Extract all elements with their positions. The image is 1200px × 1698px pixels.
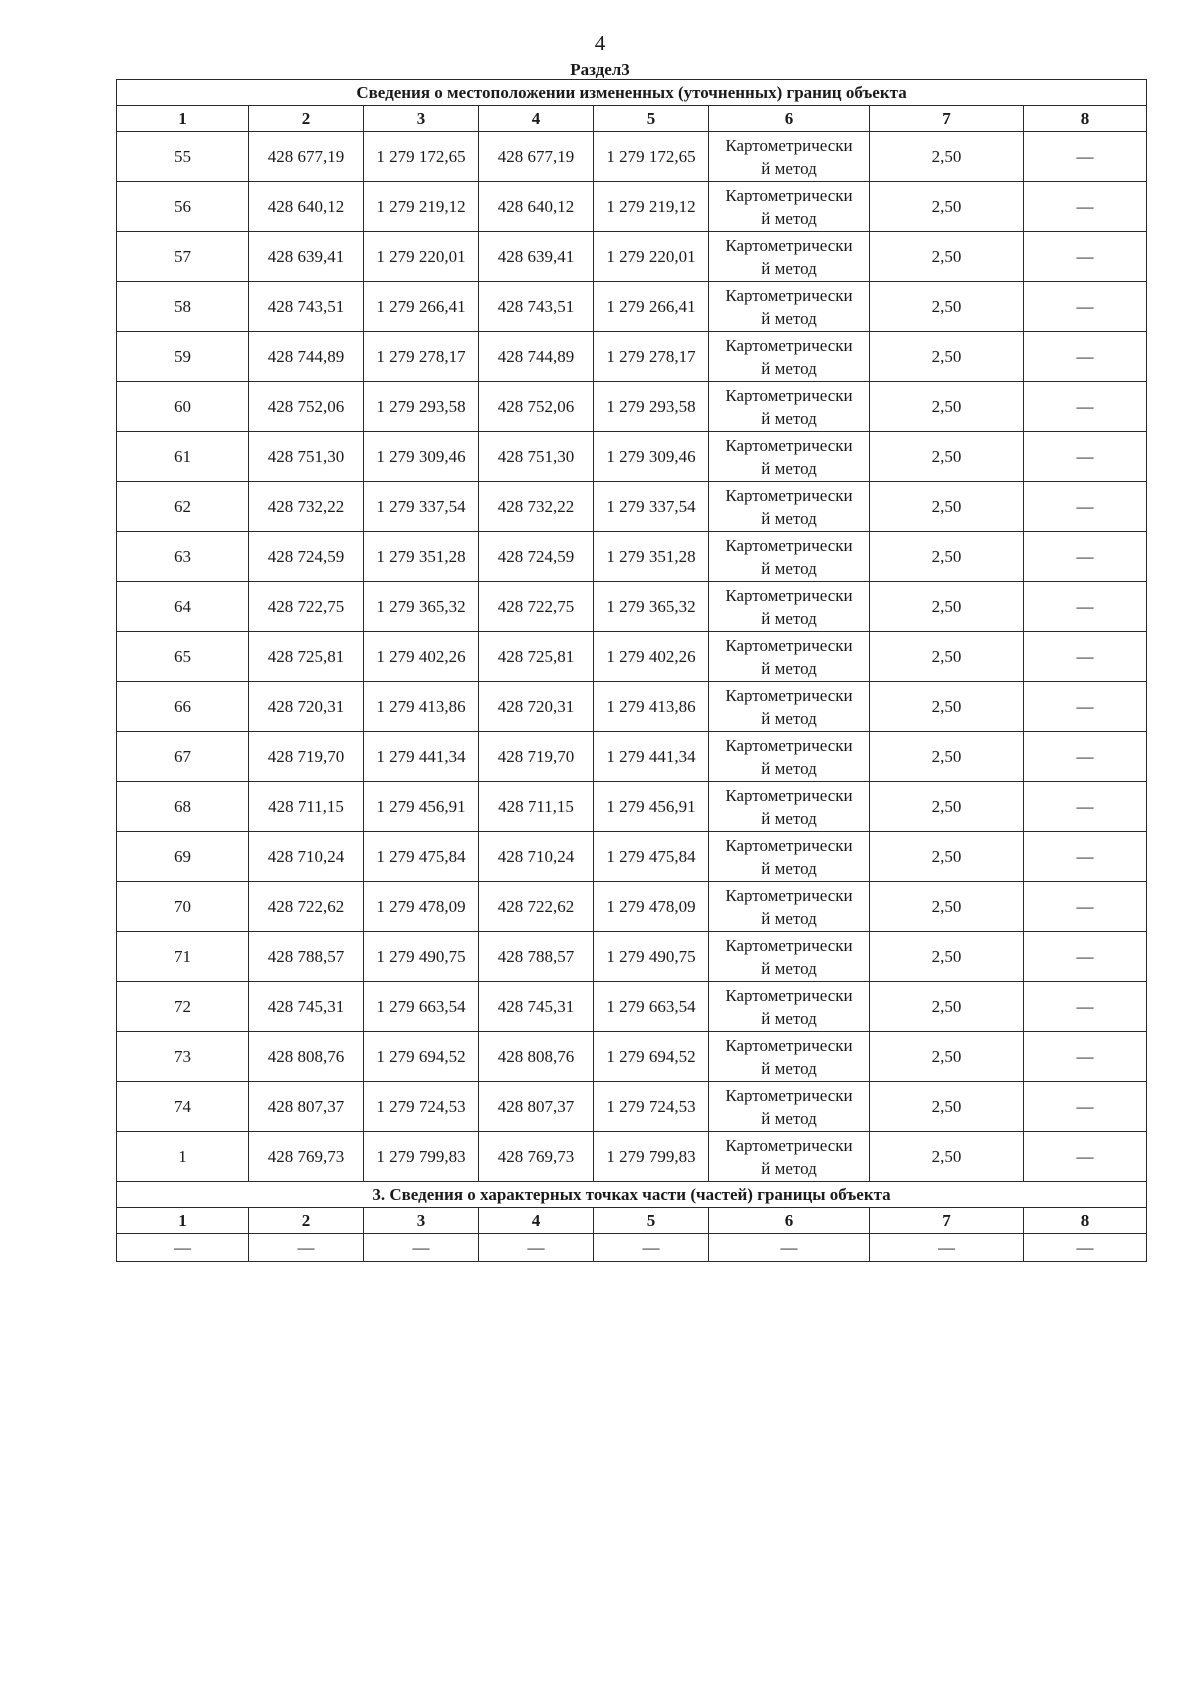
- accuracy-cell: 2,50: [870, 132, 1024, 182]
- method-text-line1: Картометрически: [725, 935, 853, 955]
- method-text-line1: Картометрически: [725, 635, 853, 655]
- point-number-cell: 60: [117, 382, 249, 432]
- column-number: 6: [709, 106, 870, 132]
- table-row: [117, 1032, 1147, 1082]
- note-cell: —: [1024, 832, 1147, 882]
- table-row: [117, 582, 1147, 632]
- note-cell: —: [1024, 1132, 1147, 1182]
- method-cell: [709, 1132, 870, 1182]
- old-y-cell: 1 279 663,54: [364, 982, 479, 1032]
- old-x-cell: 428 719,70: [249, 732, 364, 782]
- point-number-cell: 59: [117, 332, 249, 382]
- old-y-cell: 1 279 694,52: [364, 1032, 479, 1082]
- old-y-cell: 1 279 799,83: [364, 1132, 479, 1182]
- new-x-cell: 428 743,51: [479, 282, 594, 332]
- old-x-cell: 428 639,41: [249, 232, 364, 282]
- new-x-cell: 428 744,89: [479, 332, 594, 382]
- point-number-cell: 63: [117, 532, 249, 582]
- method-text-line2: й метод: [761, 258, 817, 278]
- old-x-cell: 428 720,31: [249, 682, 364, 732]
- old-x-cell: 428 722,62: [249, 882, 364, 932]
- page-number: 4: [594, 31, 606, 55]
- new-x-cell: 428 640,12: [479, 182, 594, 232]
- table-row: [117, 482, 1147, 532]
- method-text-line2: й метод: [761, 608, 817, 628]
- old-x-cell: 428 711,15: [249, 782, 364, 832]
- new-x-cell: 428 711,15: [479, 782, 594, 832]
- new-y-cell: 1 279 351,28: [594, 532, 709, 582]
- method-text-line2: й метод: [761, 658, 817, 678]
- method-text-line2: й метод: [761, 758, 817, 778]
- point-number-cell: 70: [117, 882, 249, 932]
- accuracy-cell: 2,50: [870, 982, 1024, 1032]
- empty-cell: —: [709, 1234, 870, 1262]
- note-cell: —: [1024, 482, 1147, 532]
- accuracy-cell: 2,50: [870, 882, 1024, 932]
- method-text-line1: Картометрически: [725, 435, 853, 455]
- point-number-cell: 73: [117, 1032, 249, 1082]
- method-cell: [709, 532, 870, 582]
- new-y-cell: 1 279 278,17: [594, 332, 709, 382]
- new-x-cell: 428 719,70: [479, 732, 594, 782]
- new-x-cell: 428 751,30: [479, 432, 594, 482]
- method-text-line1: Картометрически: [725, 1135, 853, 1155]
- table-row: [117, 832, 1147, 882]
- column-number: 5: [594, 106, 709, 132]
- old-x-cell: 428 769,73: [249, 1132, 364, 1182]
- new-x-cell: 428 788,57: [479, 932, 594, 982]
- old-x-cell: 428 788,57: [249, 932, 364, 982]
- new-y-cell: 1 279 456,91: [594, 782, 709, 832]
- empty-cell: —: [594, 1234, 709, 1262]
- new-y-cell: 1 279 309,46: [594, 432, 709, 482]
- old-x-cell: 428 808,76: [249, 1032, 364, 1082]
- old-y-cell: 1 279 278,17: [364, 332, 479, 382]
- method-text-line2: й метод: [761, 708, 817, 728]
- method-cell: [709, 1032, 870, 1082]
- column-number: 8: [1024, 106, 1147, 132]
- new-y-cell: 1 279 337,54: [594, 482, 709, 532]
- method-cell: [709, 132, 870, 182]
- old-x-cell: 428 751,30: [249, 432, 364, 482]
- accuracy-cell: 2,50: [870, 632, 1024, 682]
- method-text-line1: Картометрически: [725, 535, 853, 555]
- new-x-cell: 428 677,19: [479, 132, 594, 182]
- method-text-line1: Картометрически: [725, 1085, 853, 1105]
- method-text-line2: й метод: [761, 308, 817, 328]
- table-row: [117, 382, 1147, 432]
- method-cell: [709, 882, 870, 932]
- new-x-cell: 428 732,22: [479, 482, 594, 532]
- table-row: [117, 232, 1147, 282]
- method-cell: [709, 982, 870, 1032]
- note-cell: —: [1024, 432, 1147, 482]
- old-y-cell: 1 279 337,54: [364, 482, 479, 532]
- table-row: [117, 982, 1147, 1032]
- old-x-cell: 428 807,37: [249, 1082, 364, 1132]
- old-y-cell: 1 279 402,26: [364, 632, 479, 682]
- method-text-line1: Картометрически: [725, 735, 853, 755]
- method-text-line2: й метод: [761, 1158, 817, 1178]
- note-cell: —: [1024, 1082, 1147, 1132]
- new-x-cell: 428 722,62: [479, 882, 594, 932]
- method-text-line1: Картометрически: [725, 885, 853, 905]
- section-3-title: 3. Сведения о характерных точках части (частей) границы объекта: [117, 1182, 1147, 1208]
- new-x-cell: 428 639,41: [479, 232, 594, 282]
- accuracy-cell: 2,50: [870, 932, 1024, 982]
- column-number-row: [117, 1208, 1147, 1234]
- point-number-cell: 55: [117, 132, 249, 182]
- accuracy-cell: 2,50: [870, 1082, 1024, 1132]
- column-number: 3: [364, 1208, 479, 1234]
- method-cell: [709, 282, 870, 332]
- accuracy-cell: 2,50: [870, 432, 1024, 482]
- method-cell: [709, 482, 870, 532]
- old-y-cell: 1 279 172,65: [364, 132, 479, 182]
- new-x-cell: 428 745,31: [479, 982, 594, 1032]
- accuracy-cell: 2,50: [870, 182, 1024, 232]
- table-row: [117, 132, 1147, 182]
- new-y-cell: 1 279 266,41: [594, 282, 709, 332]
- new-x-cell: 428 808,76: [479, 1032, 594, 1082]
- new-x-cell: 428 720,31: [479, 682, 594, 732]
- empty-cell: —: [364, 1234, 479, 1262]
- accuracy-cell: 2,50: [870, 532, 1024, 582]
- table-row: [117, 532, 1147, 582]
- new-x-cell: 428 769,73: [479, 1132, 594, 1182]
- old-y-cell: 1 279 490,75: [364, 932, 479, 982]
- coordinates-table: [116, 79, 1147, 1262]
- method-text-line2: й метод: [761, 908, 817, 928]
- point-number-cell: 61: [117, 432, 249, 482]
- method-text-line1: Картометрически: [725, 985, 853, 1005]
- table-row: [117, 432, 1147, 482]
- method-cell: [709, 382, 870, 432]
- method-text-line1: Картометрически: [725, 485, 853, 505]
- method-cell: [709, 832, 870, 882]
- table-row: [117, 632, 1147, 682]
- point-number-cell: 74: [117, 1082, 249, 1132]
- method-cell: [709, 732, 870, 782]
- old-y-cell: 1 279 220,01: [364, 232, 479, 282]
- note-cell: —: [1024, 732, 1147, 782]
- method-text-line2: й метод: [761, 958, 817, 978]
- note-cell: —: [1024, 382, 1147, 432]
- new-y-cell: 1 279 293,58: [594, 382, 709, 432]
- point-number-cell: 62: [117, 482, 249, 532]
- table-row: [117, 282, 1147, 332]
- accuracy-cell: 2,50: [870, 1032, 1024, 1082]
- old-y-cell: 1 279 413,86: [364, 682, 479, 732]
- method-text-line2: й метод: [761, 858, 817, 878]
- method-text-line2: й метод: [761, 408, 817, 428]
- new-x-cell: 428 724,59: [479, 532, 594, 582]
- note-cell: —: [1024, 132, 1147, 182]
- note-cell: —: [1024, 932, 1147, 982]
- point-number-cell: 72: [117, 982, 249, 1032]
- new-y-cell: 1 279 219,12: [594, 182, 709, 232]
- method-cell: [709, 332, 870, 382]
- note-cell: —: [1024, 682, 1147, 732]
- old-x-cell: 428 725,81: [249, 632, 364, 682]
- old-y-cell: 1 279 351,28: [364, 532, 479, 582]
- column-number: 1: [117, 1208, 249, 1234]
- accuracy-cell: 2,50: [870, 732, 1024, 782]
- new-x-cell: 428 725,81: [479, 632, 594, 682]
- accuracy-cell: 2,50: [870, 782, 1024, 832]
- table-row: [117, 1082, 1147, 1132]
- empty-cell: —: [117, 1234, 249, 1262]
- column-number: 3: [364, 106, 479, 132]
- note-cell: —: [1024, 782, 1147, 832]
- empty-cell: —: [479, 1234, 594, 1262]
- accuracy-cell: 2,50: [870, 232, 1024, 282]
- old-y-cell: 1 279 219,12: [364, 182, 479, 232]
- note-cell: —: [1024, 1032, 1147, 1082]
- table-row: [117, 882, 1147, 932]
- column-number: 6: [709, 1208, 870, 1234]
- point-number-cell: 71: [117, 932, 249, 982]
- column-number: 8: [1024, 1208, 1147, 1234]
- empty-cell: —: [1024, 1234, 1147, 1262]
- column-number: 5: [594, 1208, 709, 1234]
- point-number-cell: 64: [117, 582, 249, 632]
- old-x-cell: 428 744,89: [249, 332, 364, 382]
- method-cell: [709, 182, 870, 232]
- method-text-line2: й метод: [761, 158, 817, 178]
- accuracy-cell: 2,50: [870, 482, 1024, 532]
- new-y-cell: 1 279 220,01: [594, 232, 709, 282]
- new-y-cell: 1 279 490,75: [594, 932, 709, 982]
- table-row: [117, 732, 1147, 782]
- new-x-cell: 428 807,37: [479, 1082, 594, 1132]
- new-y-cell: 1 279 172,65: [594, 132, 709, 182]
- method-text-line1: Картометрически: [725, 185, 853, 205]
- point-number-cell: 56: [117, 182, 249, 232]
- old-x-cell: 428 724,59: [249, 532, 364, 582]
- method-text-line2: й метод: [761, 1108, 817, 1128]
- column-number-row: [117, 106, 1147, 132]
- accuracy-cell: 2,50: [870, 832, 1024, 882]
- old-x-cell: 428 677,19: [249, 132, 364, 182]
- old-x-cell: 428 752,06: [249, 382, 364, 432]
- method-text-line1: Картометрически: [725, 785, 853, 805]
- table-row: [117, 682, 1147, 732]
- old-y-cell: 1 279 293,58: [364, 382, 479, 432]
- column-number: 1: [117, 106, 249, 132]
- method-cell: [709, 782, 870, 832]
- accuracy-cell: 2,50: [870, 1132, 1024, 1182]
- method-cell: [709, 1082, 870, 1132]
- old-x-cell: 428 710,24: [249, 832, 364, 882]
- column-number: 7: [870, 1208, 1024, 1234]
- note-cell: —: [1024, 982, 1147, 1032]
- point-number-cell: 57: [117, 232, 249, 282]
- table-row: [117, 1132, 1147, 1182]
- old-y-cell: 1 279 365,32: [364, 582, 479, 632]
- method-text-line2: й метод: [761, 558, 817, 578]
- note-cell: —: [1024, 632, 1147, 682]
- table-row: [117, 782, 1147, 832]
- new-y-cell: 1 279 365,32: [594, 582, 709, 632]
- method-text-line2: й метод: [761, 508, 817, 528]
- note-cell: —: [1024, 882, 1147, 932]
- point-number-cell: 58: [117, 282, 249, 332]
- new-y-cell: 1 279 799,83: [594, 1132, 709, 1182]
- method-cell: [709, 582, 870, 632]
- method-text-line1: Картометрически: [725, 585, 853, 605]
- old-x-cell: 428 722,75: [249, 582, 364, 632]
- old-x-cell: 428 745,31: [249, 982, 364, 1032]
- old-y-cell: 1 279 309,46: [364, 432, 479, 482]
- note-cell: —: [1024, 182, 1147, 232]
- empty-cell: —: [870, 1234, 1024, 1262]
- method-text-line2: й метод: [761, 208, 817, 228]
- method-text-line2: й метод: [761, 358, 817, 378]
- method-text-line2: й метод: [761, 808, 817, 828]
- note-cell: —: [1024, 532, 1147, 582]
- section-label: Раздел3: [570, 60, 630, 79]
- method-text-line2: й метод: [761, 1058, 817, 1078]
- column-number: 4: [479, 106, 594, 132]
- method-text-line1: Картометрически: [725, 285, 853, 305]
- old-y-cell: 1 279 478,09: [364, 882, 479, 932]
- note-cell: —: [1024, 332, 1147, 382]
- method-cell: [709, 432, 870, 482]
- accuracy-cell: 2,50: [870, 332, 1024, 382]
- method-text-line1: Картометрически: [725, 235, 853, 255]
- table-title: Сведения о местоположении измененных (уточненных) границ объекта: [117, 80, 1147, 106]
- empty-row: [117, 1234, 1147, 1262]
- accuracy-cell: 2,50: [870, 382, 1024, 432]
- new-x-cell: 428 752,06: [479, 382, 594, 432]
- accuracy-cell: 2,50: [870, 682, 1024, 732]
- old-y-cell: 1 279 724,53: [364, 1082, 479, 1132]
- point-number-cell: 67: [117, 732, 249, 782]
- new-y-cell: 1 279 694,52: [594, 1032, 709, 1082]
- new-y-cell: 1 279 663,54: [594, 982, 709, 1032]
- new-y-cell: 1 279 441,34: [594, 732, 709, 782]
- old-x-cell: 428 640,12: [249, 182, 364, 232]
- accuracy-cell: 2,50: [870, 582, 1024, 632]
- method-text-line2: й метод: [761, 1008, 817, 1028]
- method-cell: [709, 232, 870, 282]
- new-x-cell: 428 722,75: [479, 582, 594, 632]
- table-row: [117, 182, 1147, 232]
- new-x-cell: 428 710,24: [479, 832, 594, 882]
- table-row: [117, 932, 1147, 982]
- point-number-cell: 65: [117, 632, 249, 682]
- column-number: 2: [249, 106, 364, 132]
- new-y-cell: 1 279 475,84: [594, 832, 709, 882]
- new-y-cell: 1 279 402,26: [594, 632, 709, 682]
- old-y-cell: 1 279 266,41: [364, 282, 479, 332]
- point-number-cell: 1: [117, 1132, 249, 1182]
- empty-cell: —: [249, 1234, 364, 1262]
- method-text-line1: Картометрически: [725, 685, 853, 705]
- old-x-cell: 428 732,22: [249, 482, 364, 532]
- method-cell: [709, 682, 870, 732]
- method-cell: [709, 632, 870, 682]
- note-cell: —: [1024, 282, 1147, 332]
- point-number-cell: 68: [117, 782, 249, 832]
- note-cell: —: [1024, 582, 1147, 632]
- new-y-cell: 1 279 413,86: [594, 682, 709, 732]
- note-cell: —: [1024, 232, 1147, 282]
- method-text-line1: Картометрически: [725, 385, 853, 405]
- table-row: [117, 332, 1147, 382]
- old-y-cell: 1 279 441,34: [364, 732, 479, 782]
- method-text-line1: Картометрически: [725, 135, 853, 155]
- old-x-cell: 428 743,51: [249, 282, 364, 332]
- method-text-line1: Картометрически: [725, 1035, 853, 1055]
- new-y-cell: 1 279 724,53: [594, 1082, 709, 1132]
- accuracy-cell: 2,50: [870, 282, 1024, 332]
- column-number: 2: [249, 1208, 364, 1234]
- old-y-cell: 1 279 456,91: [364, 782, 479, 832]
- method-cell: [709, 932, 870, 982]
- point-number-cell: 66: [117, 682, 249, 732]
- column-number: 4: [479, 1208, 594, 1234]
- point-number-cell: 69: [117, 832, 249, 882]
- old-y-cell: 1 279 475,84: [364, 832, 479, 882]
- method-text-line1: Картометрически: [725, 835, 853, 855]
- method-text-line1: Картометрически: [725, 335, 853, 355]
- method-text-line2: й метод: [761, 458, 817, 478]
- column-number: 7: [870, 106, 1024, 132]
- new-y-cell: 1 279 478,09: [594, 882, 709, 932]
